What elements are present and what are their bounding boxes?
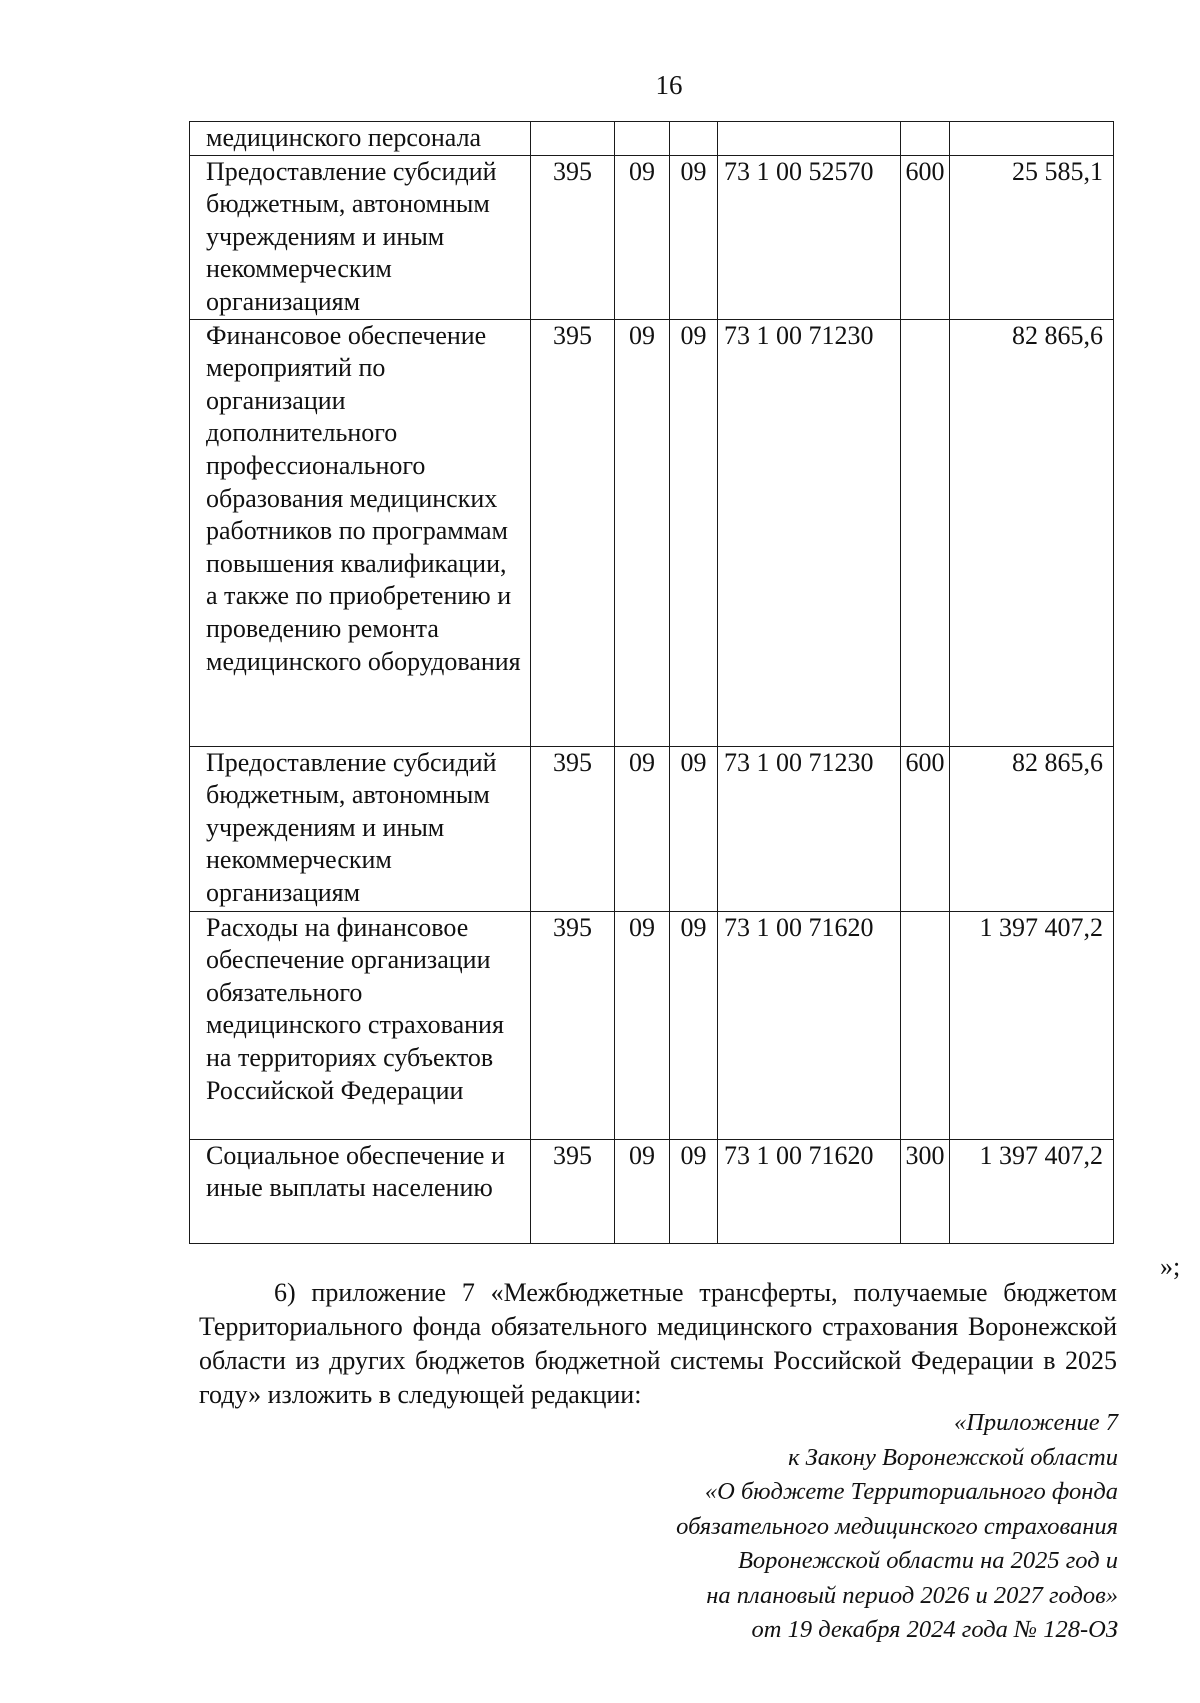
appendix-header-line: «Приложение 7 xyxy=(953,1409,1118,1436)
amount: 1 397 407,2 xyxy=(950,1139,1114,1243)
table-row xyxy=(190,746,1114,911)
subsection-code: 09 xyxy=(670,319,718,746)
table-row xyxy=(190,319,1114,746)
expense-type-code xyxy=(901,911,950,1139)
amount: 82 865,6 xyxy=(950,746,1114,911)
target-code: 73 1 00 71620 xyxy=(718,1139,901,1243)
table-row xyxy=(190,911,1114,1139)
expense-type-code xyxy=(901,122,950,156)
section-code: 09 xyxy=(615,911,670,1139)
admin-code xyxy=(531,122,615,156)
appendix-header-line: на плановый период 2026 и 2027 годов» xyxy=(706,1581,1118,1609)
admin-code: 395 xyxy=(531,155,615,319)
row-name: Финансовое обеспечение мероприятий по организации дополнительного профессионального образования медицинских работников по программам повышения квалификации, а также по приобретению и проведению ремонта медицинского оборудования xyxy=(190,319,531,746)
appendix-header-line: к Закону Воронежской области xyxy=(788,1443,1118,1471)
expense-type-code xyxy=(901,319,950,746)
subsection-code: 09 xyxy=(670,1139,718,1243)
amount: 82 865,6 xyxy=(950,319,1114,746)
target-code: 73 1 00 52570 xyxy=(718,155,901,319)
admin-code: 395 xyxy=(531,1139,615,1243)
amount xyxy=(950,122,1114,156)
admin-code: 395 xyxy=(531,746,615,911)
section-code: 09 xyxy=(615,155,670,319)
target-code: 73 1 00 71230 xyxy=(718,746,901,911)
admin-code: 395 xyxy=(531,911,615,1139)
subsection-code: 09 xyxy=(670,155,718,319)
appendix-header-line: «О бюджете Территориального фонда xyxy=(704,1478,1118,1505)
row-name: Предоставление субсидий бюджетным, автономным учреждениям и иным некоммерческим организациям xyxy=(190,746,531,911)
page-number: 16 xyxy=(655,70,683,100)
target-code xyxy=(718,122,901,156)
row-name: Предоставление субсидий бюджетным, автономным учреждениям и иным некоммерческим организациям xyxy=(190,155,531,319)
subsection-code: 09 xyxy=(670,746,718,911)
amount: 25 585,1 xyxy=(950,155,1114,319)
target-code: 73 1 00 71230 xyxy=(718,319,901,746)
appendix-header xyxy=(676,1406,1118,1648)
section-code: 09 xyxy=(615,746,670,911)
target-code: 73 1 00 71620 xyxy=(718,911,901,1139)
table-row xyxy=(190,155,1114,319)
closing-quote: »; xyxy=(1160,1252,1181,1281)
budget-table xyxy=(189,121,1114,1244)
row-name: Расходы на финансовое обеспечение организации обязательного медицинского страхования на территориях субъектов Российской Федерации xyxy=(190,911,531,1139)
row-name: Социальное обеспечение и иные выплаты населению xyxy=(190,1139,531,1243)
expense-type-code: 600 xyxy=(901,746,950,911)
section-code: 09 xyxy=(615,319,670,746)
table-row xyxy=(190,1139,1114,1243)
amendment-paragraph: 6) приложение 7 «Межбюджетные трансферты, получаемые бюджетом Территориального фонда обязательного медицинского страхования Воронежской области из других бюджетов бюджетной системы Российской Федерации в 2025 году» изложить в следующей редакции: xyxy=(199,1278,1117,1409)
expense-type-code: 300 xyxy=(901,1139,950,1243)
section-code xyxy=(615,122,670,156)
subsection-code: 09 xyxy=(670,911,718,1139)
subsection-code xyxy=(670,122,718,156)
row-name: медицинского персонала xyxy=(190,122,531,156)
table-row xyxy=(190,122,1114,156)
expense-type-code: 600 xyxy=(901,155,950,319)
appendix-header-line: от 19 декабря 2024 года № 128-ОЗ xyxy=(751,1616,1118,1643)
appendix-header-line: обязательного медицинского страхования xyxy=(676,1512,1118,1540)
appendix-header-line: Воронежской области на 2025 год и xyxy=(737,1547,1118,1574)
admin-code: 395 xyxy=(531,319,615,746)
amount: 1 397 407,2 xyxy=(950,911,1114,1139)
section-code: 09 xyxy=(615,1139,670,1243)
